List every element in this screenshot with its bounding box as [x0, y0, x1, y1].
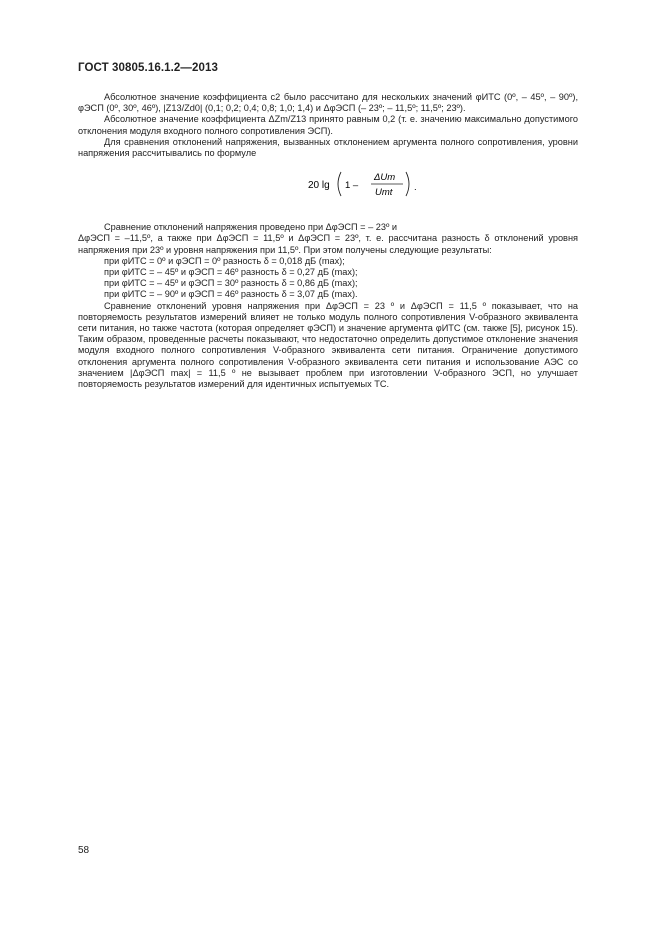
- paragraph-coefficient-dz: Абсолютное значение коэффициента ΔZm/Z13 принято равным 0,2 (т. е. значению максимально допустимого отклонения модуля входного полного сопротивления ЭСП).: [78, 114, 578, 136]
- result-item: при φИТС = – 90º и φЭСП = 46º разность δ = 3,07 дБ (max).: [104, 289, 358, 300]
- formula-right-paren: [406, 172, 409, 196]
- formula-numerator: ΔUm: [374, 172, 396, 184]
- page-number: 58: [78, 845, 90, 856]
- result-item: при φИТС = – 45º и φЭСП = 46º разность δ = 0,27 дБ (max);: [104, 267, 358, 278]
- formula: [78, 162, 578, 208]
- body-text: [78, 92, 578, 390]
- paragraph-comparison-intro: Сравнение отклонений напряжения проведено при ΔφЭСП = – 23º и: [104, 222, 397, 233]
- result-item: при φИТС = 0º и φЭСП = 0º разность δ = 0,018 дБ (max);: [104, 255, 345, 266]
- paragraph-conclusion: Сравнение отклонений уровня напряжения при ΔφЭСП = 23 º и ΔφЭСП = 11,5 º показывает, что на повторяемость результатов измерений влияет не только модуль полного сопротивления V-образного эквивалента сети питания, но также частота (которая определяет φЭСП) и значение аргумента φИТС (см. также [5], рисунок 15). Таким образом, проведенные расчеты показывают, что недостаточно определить допустимое отклонение значения модуля входного полного сопротивления V-образного эквивалента сети питания. Ограничение допустимого отклонения аргумента полного сопротивления V-образного эквивалента сети питания и использование АЭС со значением |ΔφЭСП max| = 11,5 º не вызывает проблем при изготовлении V-образного ЭСП, но улучшает повторяемость результатов измерений для идентичных испытуемых ТС.: [78, 300, 578, 390]
- formula-left-paren: [338, 172, 341, 196]
- formula-tail: .: [414, 182, 417, 194]
- result-item: при φИТС = – 45º и φЭСП = 30º разность δ = 0,86 дБ (max);: [104, 278, 358, 289]
- formula-graphic: [308, 162, 488, 206]
- document-header: ГОСТ 30805.16.1.2—2013: [78, 62, 218, 74]
- paragraph-formula-intro: Для сравнения отклонений напряжения, вызванных отклонением аргумента полного сопротивления, уровни напряжения рассчитывались по формуле: [78, 136, 578, 159]
- formula-one: 1 –: [345, 180, 359, 192]
- formula-coefficient: 20 lg: [308, 180, 330, 192]
- formula-denominator: Umt: [375, 187, 393, 199]
- paragraph-coefficient-c2: Абсолютное значение коэффициента c2 было рассчитано для нескольких значений φИТС (0º, – 45º, – 90º), φЭСП (0º, 30º, 46º), |Z13/Zd0| (0,1; 0,2; 0,4; 0,8; 1,0; 1,4) и ΔφЭСП (– 23º; – 11,5º; 11,5º; 23º).: [78, 92, 578, 114]
- paragraph-comparison-detail: ΔφЭСП = –11,5º, а также при ΔφЭСП = 11,5º и ΔφЭСП = 23º, т. е. рассчитана разность δ отклонений уровня напряжения при 23º и уровня напряжения при 11,5º. При этом получены следующие результаты:: [78, 233, 578, 255]
